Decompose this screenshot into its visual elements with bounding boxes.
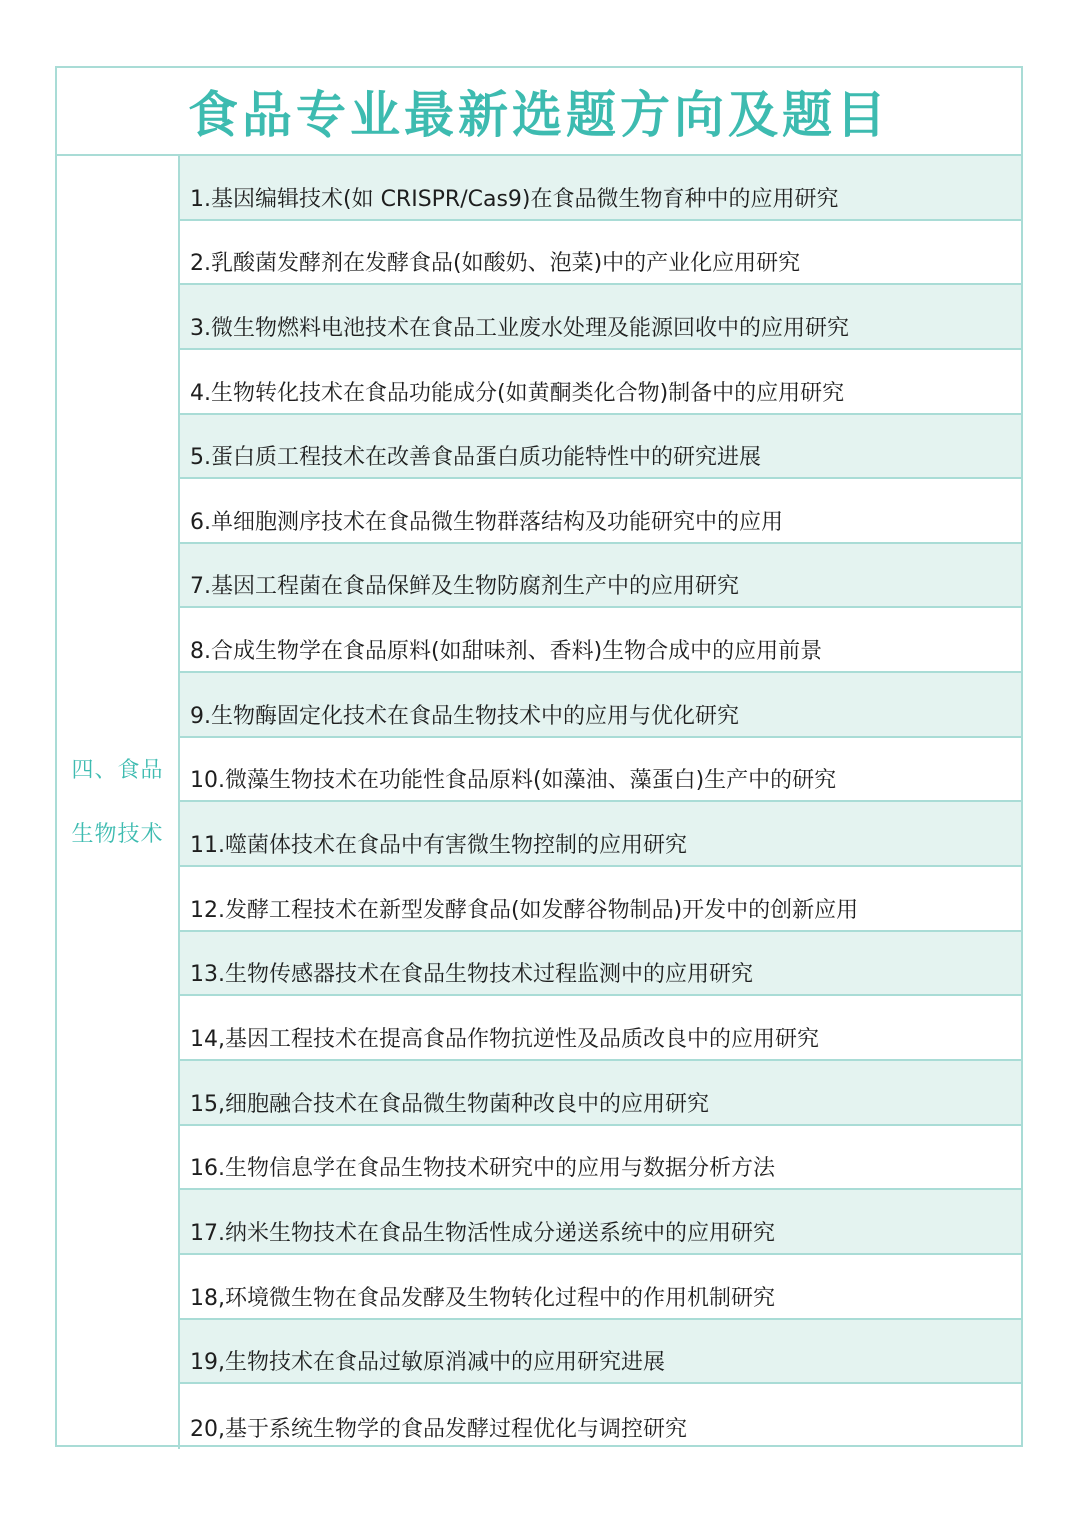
topic-row: 10.微藻生物技术在功能性食品原料(如藻油、藻蛋白)生产中的研究	[180, 738, 1021, 803]
topic-row: 8.合成生物学在食品原料(如甜味剂、香料)生物合成中的应用前景	[180, 608, 1021, 673]
topic-row: 4.生物转化技术在食品功能成分(如黄酮类化合物)制备中的应用研究	[180, 350, 1021, 415]
topic-row: 17.纳米生物技术在食品生物活性成分递送系统中的应用研究	[180, 1190, 1021, 1255]
topic-row: 3.微生物燃料电池技术在食品工业废水处理及能源回收中的应用研究	[180, 285, 1021, 350]
topic-row: 9.生物酶固定化技术在食品生物技术中的应用与优化研究	[180, 673, 1021, 738]
topic-row: 11.噬菌体技术在食品中有害微生物控制的应用研究	[180, 802, 1021, 867]
topic-row: 14,基因工程技术在提高食品作物抗逆性及品质改良中的应用研究	[180, 996, 1021, 1061]
topic-row: 15,细胞融合技术在食品微生物菌种改良中的应用研究	[180, 1061, 1021, 1126]
topic-row: 16.生物信息学在食品生物技术研究中的应用与数据分析方法	[180, 1126, 1021, 1191]
table-body	[57, 156, 1021, 1449]
topic-row: 1.基因编辑技术(如 CRISPR/Cas9)在食品微生物育种中的应用研究	[180, 156, 1021, 221]
category-label	[71, 739, 163, 867]
topic-row: 6.单细胞测序技术在食品微生物群落结构及功能研究中的应用	[180, 479, 1021, 544]
category-line-2: 生物技术	[71, 821, 164, 847]
category-cell	[57, 156, 180, 1449]
topic-row: 13.生物传感器技术在食品生物技术过程监测中的应用研究	[180, 932, 1021, 997]
topic-row: 5.蛋白质工程技术在改善食品蛋白质功能特性中的研究进展	[180, 415, 1021, 480]
topic-table	[55, 66, 1023, 1447]
page-title: 食品专业最新选题方向及题目	[188, 86, 890, 144]
category-line-1: 四、食品	[71, 757, 164, 783]
topic-row: 18,环境微生物在食品发酵及生物转化过程中的作用机制研究	[180, 1255, 1021, 1320]
topic-row: 7.基因工程菌在食品保鲜及生物防腐剂生产中的应用研究	[180, 544, 1021, 609]
title-row	[57, 68, 1021, 156]
topic-row: 12.发酵工程技术在新型发酵食品(如发酵谷物制品)开发中的创新应用	[180, 867, 1021, 932]
topic-row: 20,基于系统生物学的食品发酵过程优化与调控研究	[190, 1416, 687, 1442]
topic-list	[180, 156, 1021, 1449]
topic-row: 19,生物技术在食品过敏原消减中的应用研究进展	[180, 1320, 1021, 1385]
topic-row: 2.乳酸菌发酵剂在发酵食品(如酸奶、泡菜)中的产业化应用研究	[180, 221, 1021, 286]
